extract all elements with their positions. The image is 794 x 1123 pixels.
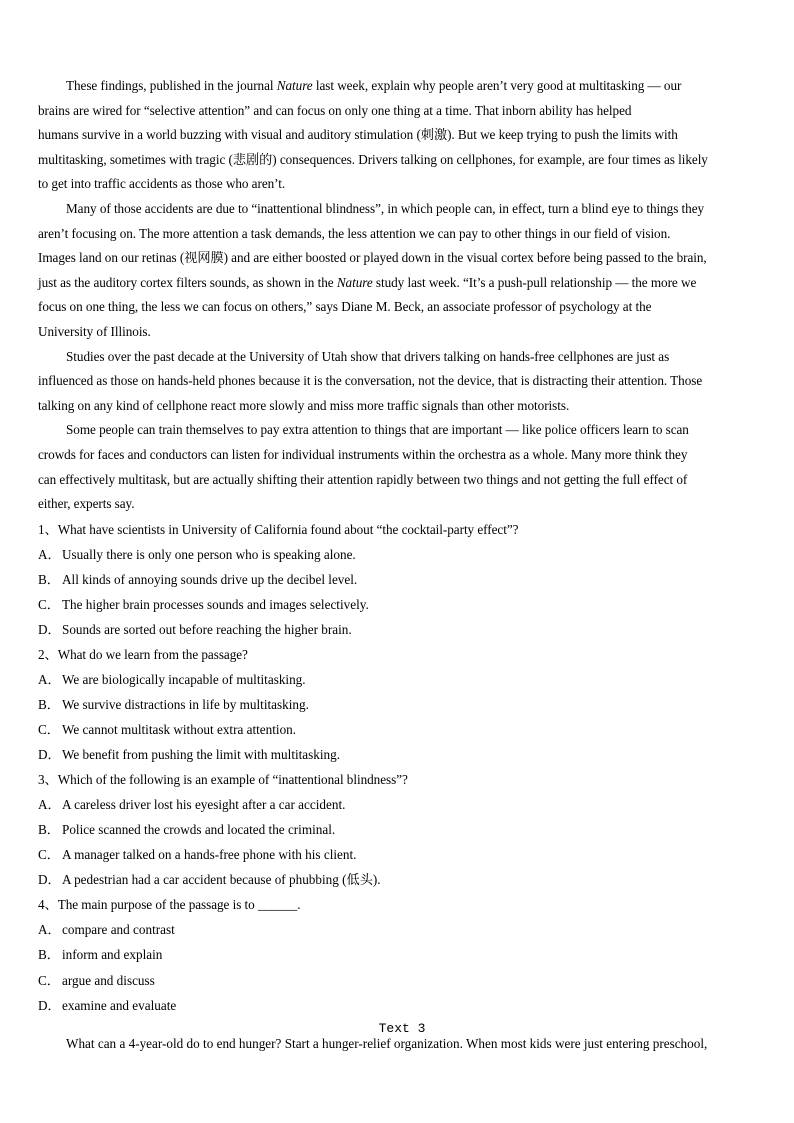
option-d[interactable]: D．Sounds are sorted out before reaching the higher brain. <box>38 617 758 642</box>
text3-first-line: What can a 4-year-old do to end hunger? Start a hunger-relief organization. When most kids were just entering preschool, <box>66 1035 708 1051</box>
option-letter: B． <box>38 571 60 587</box>
paragraph-line: Some people can train themselves to pay extra attention to things that are important — like police officers learn to scan <box>66 422 689 438</box>
paragraph-line: Images land on our retinas (视网膜) and are either boosted or played down in the visual cortex before being passed to the brain, <box>38 250 707 266</box>
option-letter: C． <box>38 722 60 738</box>
paragraph-line: These findings, published in the journal Nature last week, explain why people aren’t very good at multitasking — our <box>66 78 682 93</box>
option-letter: B． <box>38 822 60 838</box>
question-number: 2、 <box>38 646 58 662</box>
option-letter: D． <box>38 747 61 763</box>
option-c[interactable]: C． argue and discuss <box>38 968 758 993</box>
paragraph-line: focus on one thing, the less we can focus on others,” says Diane M. Beck, an associate professor of psychology at the <box>38 299 652 315</box>
option-b[interactable]: B． All kinds of annoying sounds drive up the decibel level. <box>38 567 758 592</box>
question-stem: 4、The main purpose of the passage is to ______. <box>38 897 301 913</box>
paragraph-line: Many of those accidents are due to “inattentional blindness”, in which people can, in effect, turn a blind eye to things they <box>66 200 705 216</box>
passage-paragraph-3 <box>38 345 758 419</box>
option-a[interactable]: A．Usually there is only one person who is speaking alone. <box>38 542 758 567</box>
passage-paragraph-4 <box>38 418 758 516</box>
paragraph-line: brains are wired for “selective attention” and can focus on only one thing at a time. That inborn ability has helped <box>38 102 632 118</box>
journal-title: Nature <box>276 78 313 93</box>
option-letter: C． <box>38 972 60 988</box>
option-a[interactable]: A．We are biologically incapable of multitasking. <box>38 667 758 692</box>
option-a[interactable]: A．A careless driver lost his eyesight after a car accident. <box>38 792 758 817</box>
option-letter: D． <box>38 621 61 637</box>
option-d[interactable]: D．examine and evaluate <box>38 993 758 1018</box>
option-b[interactable]: B． inform and explain <box>38 942 758 967</box>
option-b[interactable]: B． We survive distractions in life by multitasking. <box>38 692 758 717</box>
paragraph-line: Studies over the past decade at the University of Utah show that drivers talking on hands-free cellphones are just as <box>66 348 670 364</box>
option-d[interactable]: D．We benefit from pushing the limit with multitasking. <box>38 742 758 767</box>
passage-paragraph-1 <box>38 74 758 197</box>
question-1 <box>38 517 758 642</box>
option-letter: D． <box>38 872 61 888</box>
question-stem: 2、What do we learn from the passage? <box>38 646 248 662</box>
option-d[interactable]: D．A pedestrian had a car accident because of phubbing (低头). <box>38 867 758 892</box>
paragraph-line: multitasking, sometimes with tragic (悲剧的) consequences. Drivers talking on cellphones, for example, are four times as likely <box>38 151 708 167</box>
paragraph-line: aren’t focusing on. The more attention a task demands, the less attention we can pay to other things in our field of vision. <box>38 225 671 241</box>
question-stem: 3、Which of the following is an example of “inattentional blindness”? <box>38 772 408 788</box>
paragraph-line: either, experts say. <box>38 496 135 512</box>
option-a[interactable]: A．compare and contrast <box>38 917 758 942</box>
journal-title: Nature <box>336 274 373 290</box>
question-4 <box>38 892 758 1017</box>
question-number: 1、 <box>38 521 58 537</box>
option-letter: C． <box>38 596 60 612</box>
option-c[interactable]: C． The higher brain processes sounds and images selectively. <box>38 592 758 617</box>
option-letter: C． <box>38 847 60 863</box>
option-c[interactable]: C． We cannot multitask without extra attention. <box>38 717 758 742</box>
paragraph-line: talking on any kind of cellphone react more slowly and miss more traffic signals than other motorists. <box>38 397 570 413</box>
option-letter: A． <box>38 797 61 813</box>
passage-paragraph-2 <box>38 197 758 345</box>
option-letter: A． <box>38 546 61 562</box>
option-letter: B． <box>38 697 60 713</box>
option-letter: A． <box>38 922 61 938</box>
document-page <box>38 74 758 1052</box>
paragraph-line: influenced as those on hands-held phones because it is the conversation, not the device, that is distracting their attention. Those <box>38 373 703 389</box>
option-c[interactable]: C． A manager talked on a hands-free phone with his client. <box>38 842 758 867</box>
question-2 <box>38 642 758 767</box>
question-3 <box>38 767 758 892</box>
paragraph-line: can effectively multitask, but are actually shifting their attention rapidly between two things and not getting the full effect of <box>38 471 688 487</box>
paragraph-line: University of Illinois. <box>38 323 151 339</box>
option-b[interactable]: B． Police scanned the crowds and located the criminal. <box>38 817 758 842</box>
question-stem: 1、What have scientists in University of California found about “the cocktail-party effect”? <box>38 521 519 537</box>
paragraph-line: humans survive in a world buzzing with visual and auditory stimulation (刺激). But we keep trying to push the limits with <box>38 127 678 143</box>
question-number: 3、 <box>38 772 58 788</box>
section-heading: Text 3 <box>378 1020 426 1036</box>
option-letter: D． <box>38 997 61 1013</box>
paragraph-line: to get into traffic accidents as those who aren’t. <box>38 176 286 192</box>
question-number: 4、 <box>38 897 58 913</box>
option-letter: A． <box>38 671 61 687</box>
paragraph-line: just as the auditory cortex filters sounds, as shown in the Nature study last week. “It’s a push-pull relationship — the more we <box>38 274 697 290</box>
paragraph-line: crowds for faces and conductors can listen for individual instruments within the orchestra as a whole. Many more think they <box>38 446 688 462</box>
option-letter: B． <box>38 947 60 963</box>
